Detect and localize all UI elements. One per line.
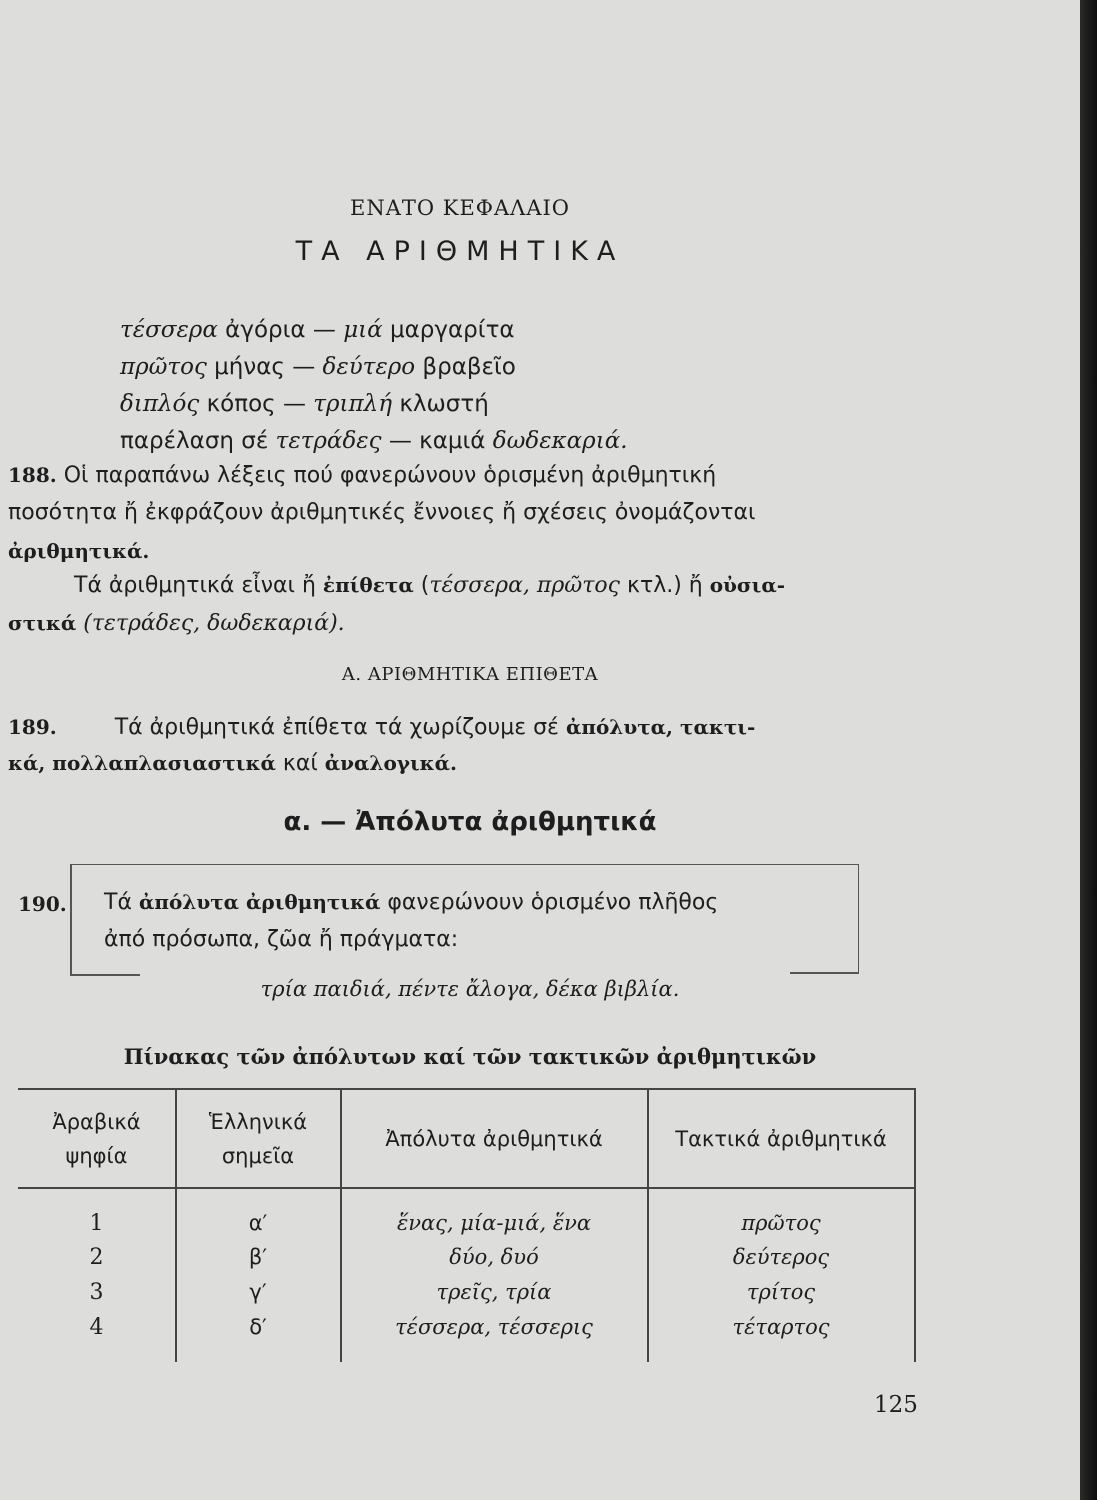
table-title: Πίνακας τῶν ἀπόλυτων καί τῶν τακτικῶν ἀριθμητικῶν <box>123 1044 817 1069</box>
table-cell-arabic: 1 <box>89 1211 104 1236</box>
table-cell-greek: δ′ <box>249 1315 267 1339</box>
table-column-rule <box>914 1088 916 1362</box>
definition-line-2: ἀπό πρόσωπα, ζῶα ἤ πράγματα: <box>104 927 459 952</box>
table-cell-greek: γ′ <box>249 1280 267 1304</box>
chapter-kicker: ΕΝΑΤΟ ΚΕΦΑΛΑΙΟ <box>349 196 570 220</box>
sub-heading: Α. ΑΡΙΘΜΗΤΙΚΑ ΕΠΙΘΕΤΑ <box>341 664 599 685</box>
table-cell-cardinal: τρεῖς, τρία <box>436 1280 552 1304</box>
table-header-rule <box>18 1187 915 1189</box>
paragraph-189-line-2: κά, πολλαπλασιαστικά καί ἀναλογικά. <box>8 751 458 776</box>
book-spine <box>1080 0 1097 1500</box>
section-heading: α. — Ἀπόλυτα ἀριθμητικά <box>283 807 657 837</box>
table-cell-arabic: 2 <box>89 1245 104 1270</box>
box-border-left <box>70 864 72 976</box>
paragraph-188-line-3: ἀριθμητικά. <box>8 539 150 563</box>
paragraph-number: 190. <box>18 892 67 916</box>
table-cell-ordinal: πρῶτος <box>741 1211 821 1235</box>
paragraph-188-line-1: 188. Οἱ παραπάνω λέξεις πού φανερώνουν ὁρισμένη ἀριθμητική <box>8 463 717 488</box>
table-cell-cardinal: δύο, δυό <box>449 1245 539 1269</box>
definition-text <box>104 884 718 958</box>
paragraph-number: 188. <box>8 463 57 487</box>
table-header-cardinal: Ἀπόλυτα ἀριθμητικά <box>385 1127 603 1151</box>
paragraph-189-line-1: 189. Τά ἀριθμητικά ἐπίθετα τά χωρίζουμε σέ ἀπόλυτα, τακτι- <box>8 715 756 740</box>
paragraph-188-line-4: Τά ἀριθμητικά εἶναι ἤ ἐπίθετα (τέσσερα, πρῶτος κτλ.) ἤ οὐσια- <box>74 573 786 598</box>
table-cell-cardinal: ἕνας, μία-μιά, ἕνα <box>396 1211 592 1235</box>
page-number: 125 <box>874 1392 918 1418</box>
table-cell-arabic: 3 <box>89 1280 104 1305</box>
intro-examples <box>120 312 628 460</box>
paragraph-188-line-5: στικά (τετράδες, δωδεκαριά). <box>8 611 345 636</box>
chapter-title: ΤΑ ΑΡΙΘΜΗΤΙΚΑ <box>295 236 625 267</box>
table-top-rule <box>18 1088 915 1090</box>
table-cell-ordinal: δεύτερος <box>732 1245 830 1269</box>
table-cell-ordinal: τέταρτος <box>732 1315 830 1339</box>
intro-line-2: πρῶτος μήνας — δεύτερο βραβεῖο <box>120 354 516 380</box>
definition-line-1: Τά ἀπόλυτα ἀριθμητικά φανερώνουν ὁρισμένο πλῆθος <box>104 890 719 915</box>
table-cell-cardinal: τέσσερα, τέσσερις <box>395 1315 593 1339</box>
intro-line-4: παρέλαση σέ τετράδες — καμιά δωδεκαριά. <box>120 428 628 454</box>
box-border-bottom-left <box>70 974 140 976</box>
table-header-ordinal: Τακτικά ἀριθμητικά <box>675 1127 887 1151</box>
table-cell-arabic: 4 <box>89 1315 104 1340</box>
table-cell-greek: β′ <box>248 1245 268 1269</box>
paragraph-number: 189. <box>8 715 57 739</box>
table-cell-ordinal: τρίτος <box>746 1280 816 1304</box>
box-border-bottom-right <box>790 972 859 974</box>
table-header-greek: Ἑλληνικά σημεῖα <box>208 1110 308 1168</box>
intro-line-1: τέσσερα ἀγόρια — μιά μαργαρίτα <box>120 317 515 343</box>
example-line: τρία παιδιά, πέντε ἄλογα, δέκα βιβλία. <box>260 977 680 1001</box>
table-cell-greek: α′ <box>248 1211 268 1235</box>
intro-line-3: διπλός κόπος — τριπλή κλωστή <box>120 391 489 417</box>
paragraph-188-line-2: ποσότητα ἤ ἐκφράζουν ἀριθμητικές ἔννοιες ἤ σχέσεις ὀνομάζονται <box>8 500 756 525</box>
table-header-arabic: Ἀραβικά ψηφία <box>52 1110 141 1168</box>
